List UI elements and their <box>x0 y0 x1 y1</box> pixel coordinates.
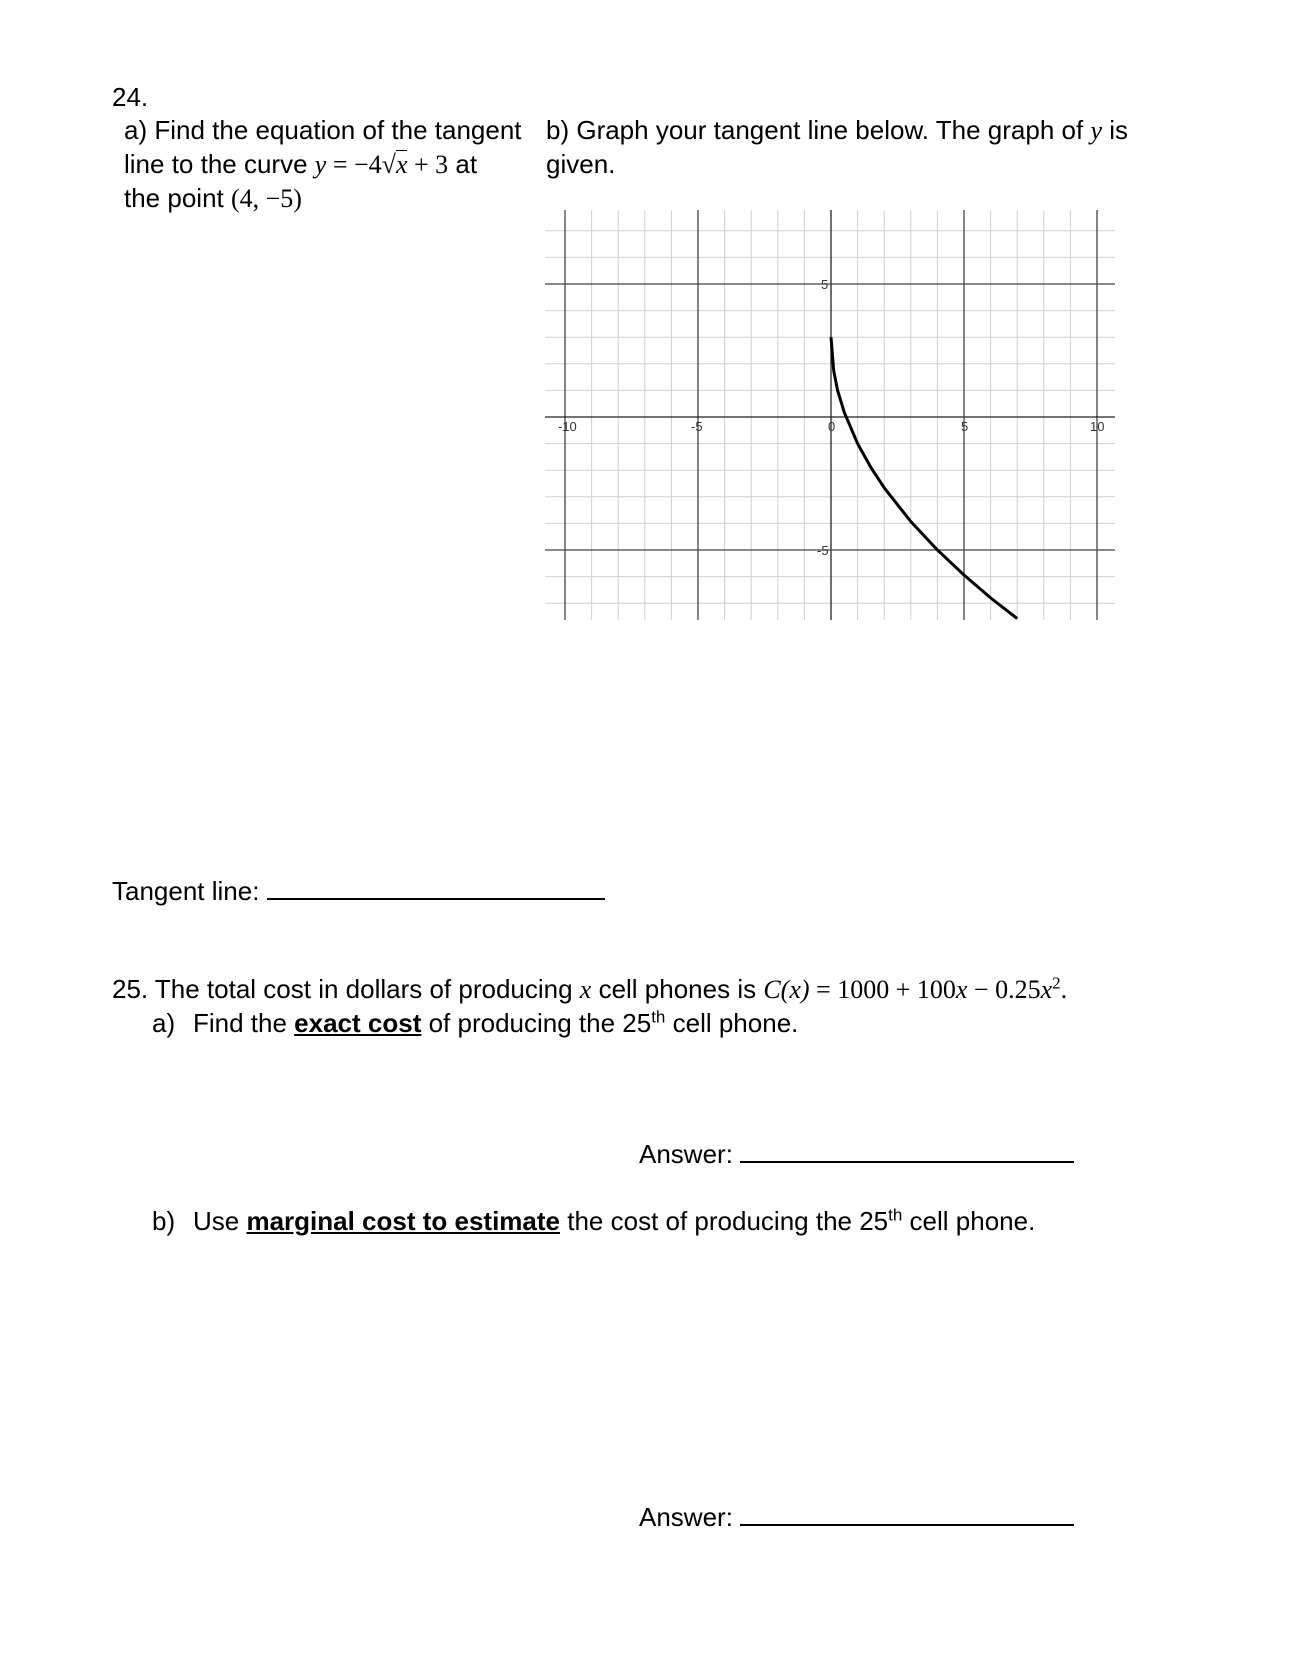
q24-part-b-line2: given. <box>546 149 616 179</box>
q25-eq: = 1000 + 100 <box>809 975 956 1004</box>
eq-x: x <box>395 150 408 179</box>
q25-part-b-emphasis: marginal cost to estimate <box>246 1206 561 1236</box>
q25-part-a-text1: Find the <box>193 1008 295 1038</box>
q25-part-b <box>152 1206 1035 1237</box>
q25-part-b-label: b) <box>152 1206 176 1236</box>
x-tick-label: -10 <box>558 419 577 434</box>
eq-y: y <box>314 150 327 179</box>
grid-major <box>545 210 1115 620</box>
q25-stem-prefix: 25. The total cost in dollars of producing <box>112 974 580 1004</box>
q25-stem <box>112 974 1067 1005</box>
q24-part-a-line2-suffix: at <box>448 149 478 179</box>
q25-part-b-sup: th <box>888 1205 903 1225</box>
q24-part-b-var: y <box>1090 116 1102 145</box>
q25-eq2: − 0.25 <box>967 975 1041 1004</box>
y-tick-label: 5 <box>821 277 829 292</box>
answer-a-blank[interactable] <box>740 1139 1074 1163</box>
sqrt-sign: √ <box>381 150 396 179</box>
q24-part-b-line1 <box>546 115 1128 146</box>
q24-part-b-line1-suffix: is <box>1101 115 1128 145</box>
q25-eq-x: x <box>955 975 968 1004</box>
q25-answer-b-row <box>639 1502 1074 1533</box>
q25-part-a-sup: th <box>651 1007 666 1027</box>
answer-b-label: Answer: <box>639 1502 733 1532</box>
eq-equals: = −4 <box>326 150 382 179</box>
y-tick-label: -5 <box>817 543 829 558</box>
answer-b-blank[interactable] <box>740 1502 1074 1526</box>
q25-part-a-text2: of producing the 25 <box>421 1008 652 1038</box>
q25-func-arg: (x) <box>780 975 810 1004</box>
x-tick-label: 10 <box>1090 419 1105 434</box>
q24-answer-row <box>112 876 605 907</box>
q25-part-b-text1: Use <box>193 1206 247 1236</box>
q25-stem-end: . <box>1060 975 1068 1004</box>
q25-answer-a-row <box>639 1139 1074 1170</box>
q25-exponent: 2 <box>1052 973 1061 993</box>
q24-part-b-line1-prefix: b) Graph your tangent line below. The graph of <box>546 115 1091 145</box>
eq-tail: + 3 <box>407 150 449 179</box>
q24-number: 24. <box>112 82 149 112</box>
point-value: (4, −5) <box>230 184 302 213</box>
q25-var-x: x <box>579 975 592 1004</box>
q25-eq-x2: x <box>1040 975 1053 1004</box>
q24-part-a-line2-prefix: line to the curve <box>124 149 315 179</box>
x-tick-label: -5 <box>691 419 703 434</box>
coordinate-graph[interactable] <box>540 205 1120 625</box>
q24-part-a-line3-prefix: the point <box>124 183 231 213</box>
tangent-line-label: Tangent line: <box>112 876 260 906</box>
q25-part-a <box>152 1008 798 1039</box>
q25-part-b-text2: the cost of producing the 25 <box>560 1206 889 1236</box>
grid-minor <box>545 205 1115 620</box>
x-tick-label: 5 <box>961 419 969 434</box>
answer-a-label: Answer: <box>639 1139 733 1169</box>
q25-stem-mid: cell phones is <box>591 974 764 1004</box>
q24-part-a-line2 <box>124 149 477 180</box>
q25-part-a-label: a) <box>152 1008 176 1038</box>
q25-func-c: C <box>763 975 781 1004</box>
tangent-line-answer-blank[interactable] <box>267 876 605 900</box>
x-tick-label: 0 <box>828 419 836 434</box>
q25-part-a-emphasis: exact cost <box>294 1008 422 1038</box>
q24-part-a-line1: a) Find the equation of the tangent <box>124 115 522 145</box>
q24-part-a-line3 <box>124 183 302 214</box>
q25-part-b-text3: cell phone. <box>902 1206 1036 1236</box>
q25-part-a-text3: cell phone. <box>665 1008 799 1038</box>
